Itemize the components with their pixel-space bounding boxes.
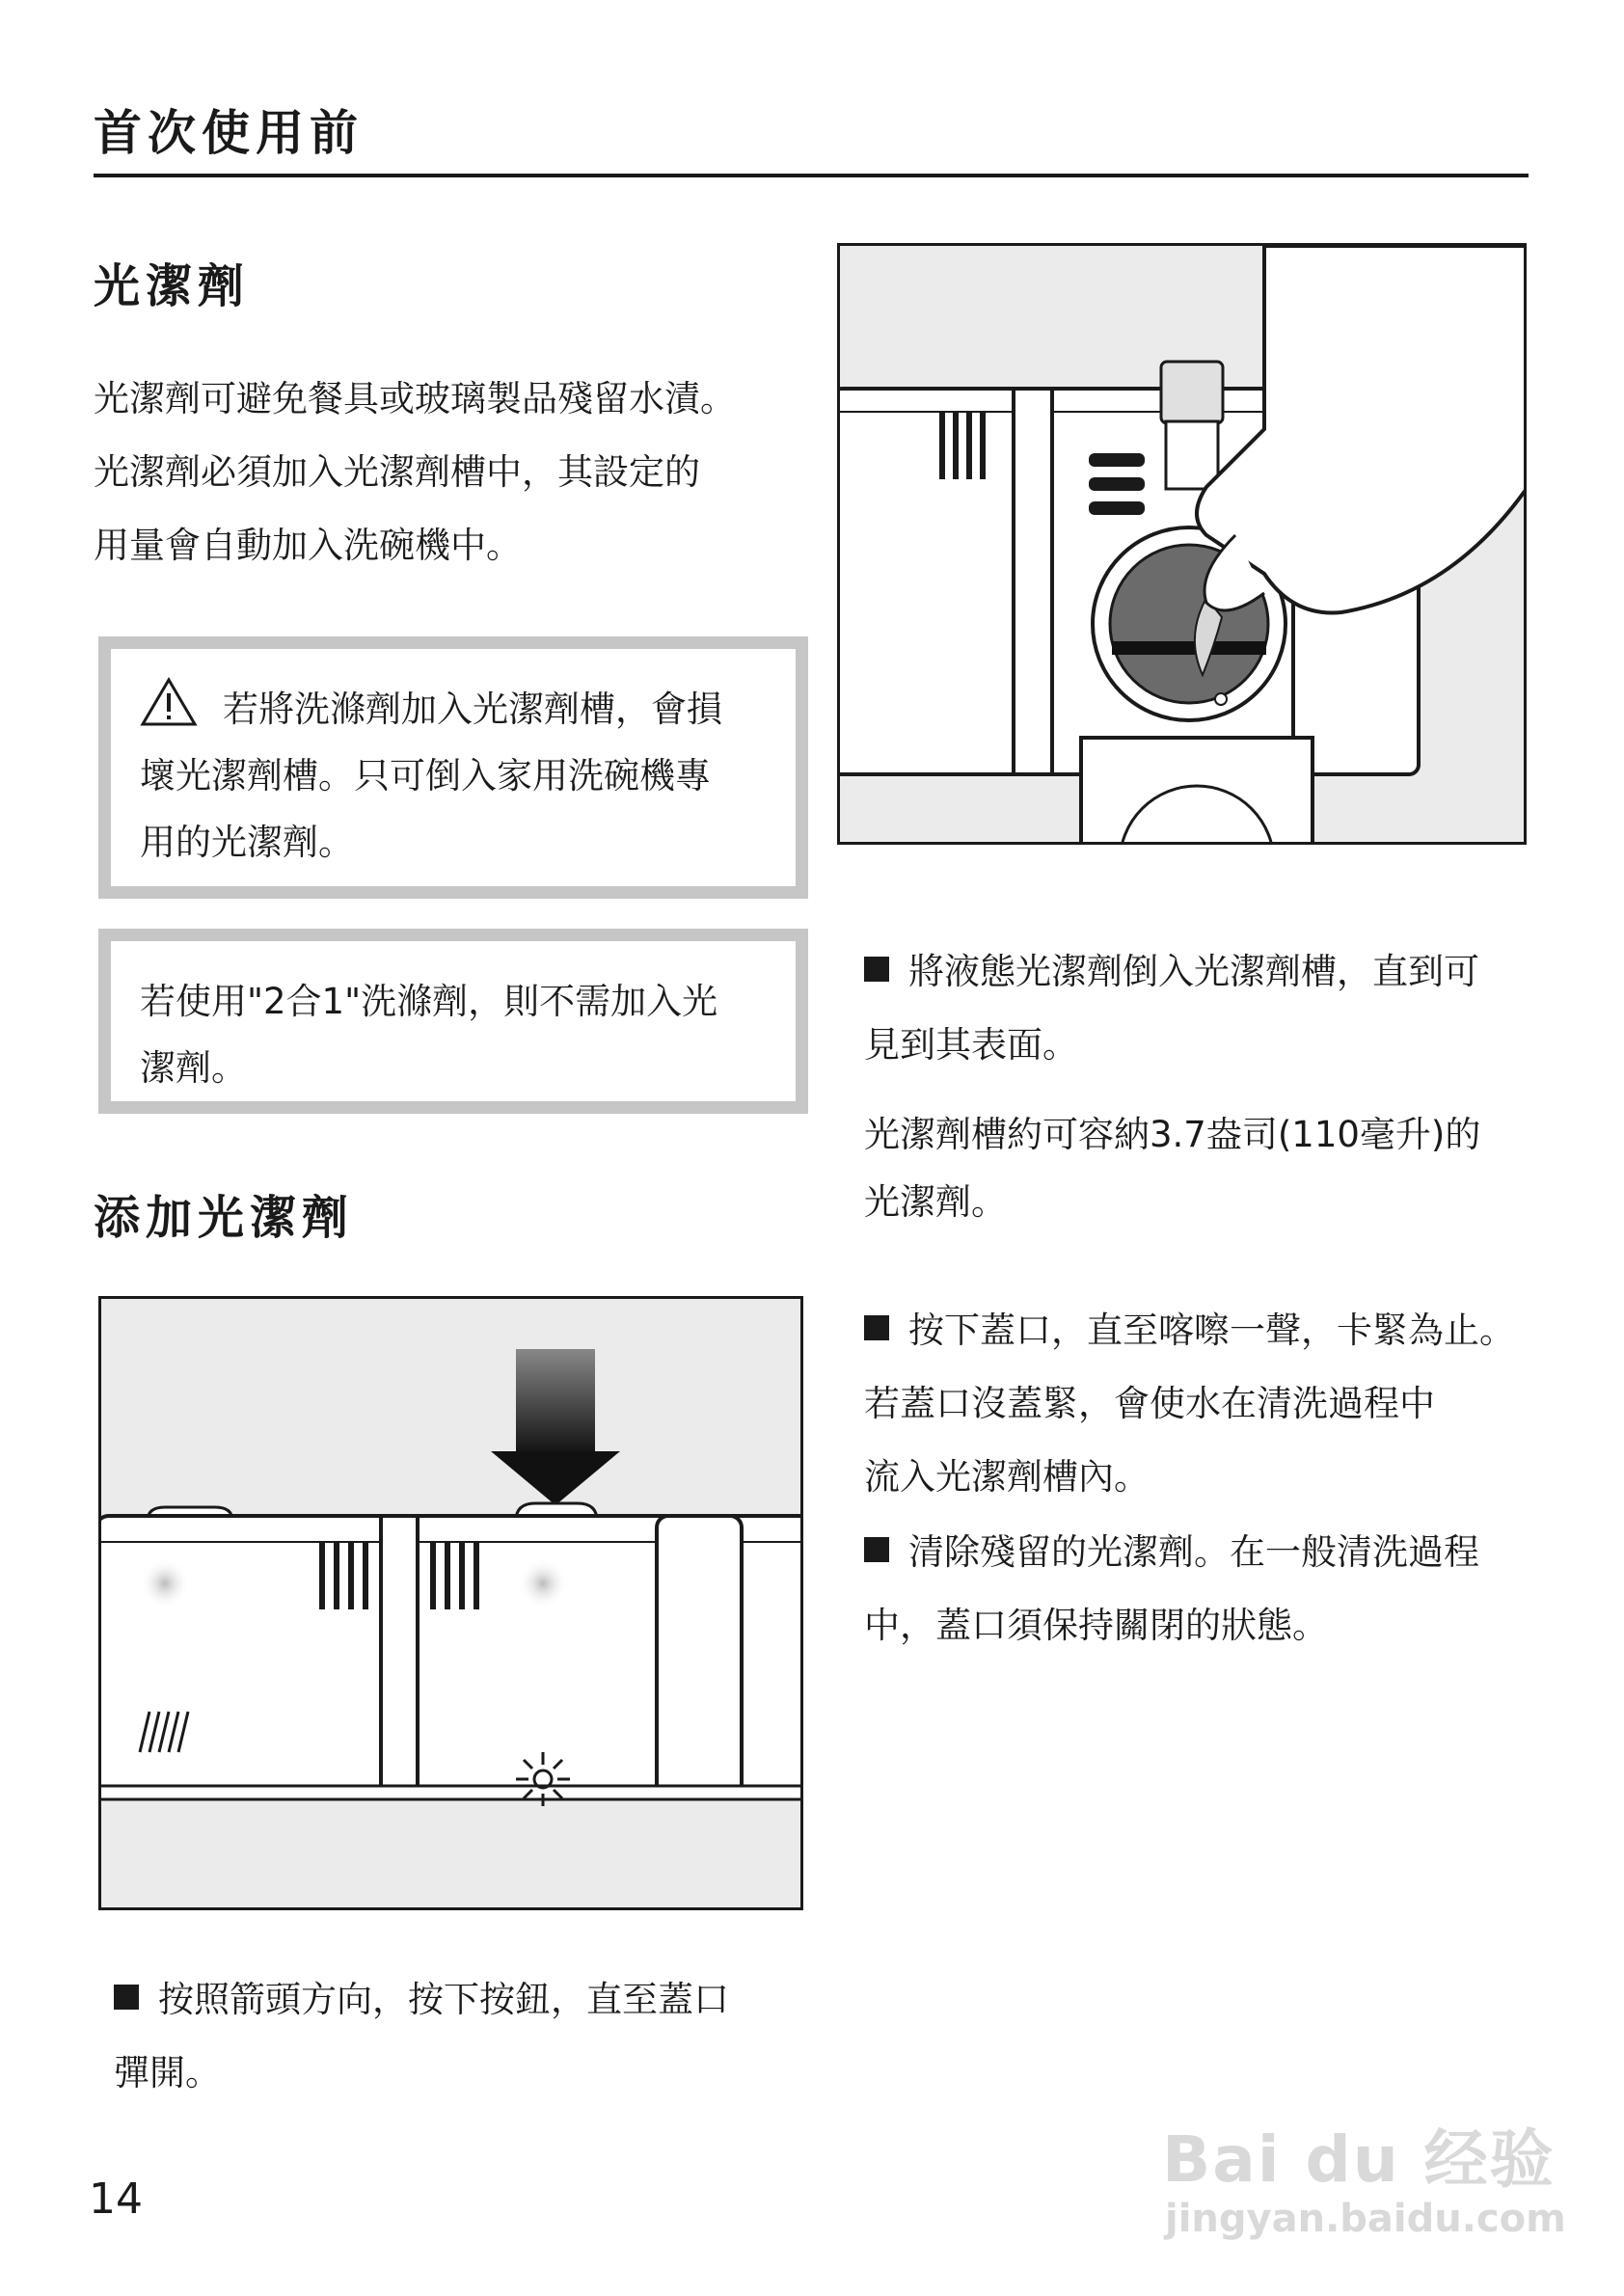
section-heading-add-rinse-aid: 添加光潔劑: [94, 1191, 355, 1245]
title-divider: [94, 174, 1529, 177]
push-arrow-icon: [491, 1349, 620, 1505]
bullet-square-icon: [864, 957, 889, 982]
dispenser-push-button-illustration: [98, 1296, 803, 1910]
intro-line: 光潔劑可避免餐具或玻璃製品殘留水漬。: [94, 378, 736, 419]
note-line: 若使用"2合1"洗滌劑，則不需加入光: [140, 981, 718, 1022]
pouring-drawing: [840, 246, 1524, 842]
page-number: 14: [89, 2174, 143, 2224]
page-title: 首次使用前: [94, 105, 364, 161]
warning-line: 若將洗滌劑加入光潔劑槽，會損: [140, 676, 722, 743]
instruction-wipe-spill: 清除殘留的光潔劑。在一般清洗過程 中，蓋口須保持關閉的狀態。: [864, 1531, 1479, 1646]
instruction-pour-rinse-aid: 將液態光潔劑倒入光潔劑槽，直到可 見到其表面。: [864, 951, 1479, 1066]
bullet-square-icon: [864, 1315, 889, 1340]
pouring-rinse-aid-illustration: [837, 243, 1527, 845]
dispenser-drawing: [101, 1299, 800, 1907]
warning-box: [98, 636, 808, 899]
watermark-brand: Bai du 经验: [1162, 2122, 1556, 2197]
bullet-square-icon: [114, 1985, 139, 2010]
warning-line: 壞光潔劑槽。只可倒入家用洗碗機專: [140, 755, 711, 797]
bullet-square-icon: [864, 1537, 889, 1562]
intro-line: 光潔劑必須加入光潔劑槽中，其設定的: [94, 451, 700, 493]
intro-paragraph: [94, 363, 736, 582]
instruction-open-lid: 按照箭頭方向，按下按鈕，直至蓋口 彈開。: [114, 1979, 729, 2093]
note-line: 潔劑。: [140, 1047, 247, 1089]
instruction-close-lid: 按下蓋口，直至喀嚓一聲，卡緊為止。 若蓋口沒蓋緊，會使水在清洗過程中 流入光潔劑槽內。: [864, 1310, 1515, 1498]
note-box: [98, 929, 808, 1114]
section-heading-rinse-aid: 光潔劑: [94, 259, 251, 313]
intro-line: 用量會自動加入洗碗機中。: [94, 525, 522, 566]
warning-triangle-icon: [140, 677, 198, 727]
watermark-url: jingyan.baidu.com: [1165, 2197, 1566, 2241]
warning-line: 用的光潔劑。: [140, 822, 354, 863]
capacity-note: 光潔劑槽約可容納3.7盎司(110毫升)的 光潔劑。: [864, 1114, 1481, 1223]
